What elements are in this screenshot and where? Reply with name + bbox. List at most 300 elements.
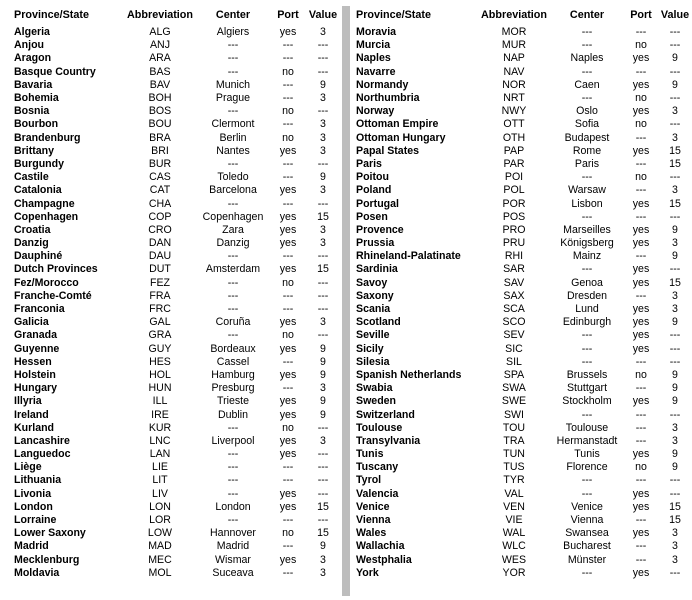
table-row bbox=[0, 395, 340, 408]
table-row bbox=[354, 224, 692, 237]
center-cell: Zara bbox=[222, 223, 244, 236]
value-cell: --- bbox=[317, 474, 329, 487]
table-row bbox=[354, 567, 692, 580]
value-cell: 9 bbox=[320, 355, 326, 368]
abbreviation-cell: ARA bbox=[149, 52, 171, 65]
value-cell: 3 bbox=[320, 434, 326, 447]
table-row bbox=[0, 501, 340, 514]
center-cell: --- bbox=[581, 355, 593, 368]
abbreviation-cell: VEN bbox=[503, 500, 525, 513]
province-cell: Vienna bbox=[356, 514, 391, 527]
abbreviation-cell: DAN bbox=[148, 237, 172, 250]
value-cell: --- bbox=[669, 474, 681, 487]
value-cell: --- bbox=[317, 276, 329, 289]
abbreviation-cell: IRE bbox=[151, 408, 169, 421]
value-cell: 3 bbox=[320, 237, 326, 250]
table-row bbox=[0, 422, 340, 435]
center-cell: Vienna bbox=[570, 514, 604, 527]
table-row bbox=[354, 488, 692, 501]
province-cell: Scotland bbox=[356, 316, 401, 329]
center-cell: Brussels bbox=[566, 368, 608, 381]
port-cell: --- bbox=[635, 514, 647, 527]
port-cell: yes bbox=[632, 303, 650, 316]
value-cell: --- bbox=[317, 487, 329, 500]
center-cell: Danzig bbox=[216, 237, 250, 250]
port-cell: yes bbox=[632, 500, 650, 513]
value-cell: --- bbox=[669, 118, 681, 131]
province-cell: Danzig bbox=[14, 237, 49, 250]
port-cell: yes bbox=[279, 316, 297, 329]
province-cell: London bbox=[14, 500, 53, 513]
province-cell: Galicia bbox=[14, 316, 49, 329]
value-cell: 3 bbox=[672, 303, 678, 316]
abbreviation-cell: BOS bbox=[148, 105, 172, 118]
value-cell: 9 bbox=[672, 316, 678, 329]
abbreviation-cell: LIV bbox=[152, 487, 168, 500]
abbreviation-cell: SEV bbox=[503, 329, 525, 342]
table-row bbox=[354, 316, 692, 329]
center-cell: --- bbox=[581, 487, 593, 500]
port-cell: --- bbox=[635, 65, 647, 78]
abbreviation-cell: SAR bbox=[503, 263, 525, 276]
abbreviation-cell: WES bbox=[501, 553, 527, 566]
abbreviation-cell: POS bbox=[502, 210, 526, 223]
center-cell: --- bbox=[227, 514, 239, 527]
province-cell: Silesia bbox=[356, 355, 390, 368]
table-row bbox=[0, 540, 340, 553]
center-cell: --- bbox=[227, 474, 239, 487]
center-cell: Edinburgh bbox=[562, 316, 612, 329]
province-cell: Lithuania bbox=[14, 474, 62, 487]
abbreviation-cell: SAX bbox=[503, 289, 525, 302]
port-cell: --- bbox=[282, 197, 294, 210]
port-cell: yes bbox=[632, 197, 650, 210]
center-cell: --- bbox=[581, 210, 593, 223]
table-row bbox=[0, 514, 340, 527]
center-cell: --- bbox=[581, 171, 593, 184]
port-cell: --- bbox=[282, 52, 294, 65]
table-row bbox=[354, 514, 692, 527]
table-row bbox=[354, 408, 692, 421]
center-cell: Genoa bbox=[571, 276, 603, 289]
abbreviation-cell: MAD bbox=[148, 540, 172, 553]
abbreviation-cell: MEC bbox=[148, 553, 172, 566]
table-row bbox=[0, 211, 340, 224]
port-cell: --- bbox=[635, 250, 647, 263]
value-cell: --- bbox=[669, 26, 681, 39]
port-cell: --- bbox=[635, 540, 647, 553]
table-row bbox=[354, 343, 692, 356]
province-cell: Wallachia bbox=[356, 540, 405, 553]
provinces-table-right bbox=[354, 4, 692, 580]
center-cell: Dresden bbox=[566, 289, 608, 302]
province-cell: Tunis bbox=[356, 448, 384, 461]
center-cell: --- bbox=[227, 39, 239, 52]
center-cell: Berlin bbox=[219, 131, 247, 144]
province-cell: Spanish Netherlands bbox=[356, 368, 462, 381]
port-cell: yes bbox=[632, 237, 650, 250]
abbreviation-cell: OTT bbox=[503, 118, 525, 131]
port-cell: --- bbox=[282, 157, 294, 170]
port-cell: yes bbox=[279, 487, 297, 500]
port-cell: --- bbox=[282, 474, 294, 487]
abbreviation-cell: TUS bbox=[503, 461, 525, 474]
value-cell: 3 bbox=[320, 92, 326, 105]
value-cell: 9 bbox=[320, 171, 326, 184]
abbreviation-cell: MOR bbox=[501, 26, 527, 39]
center-cell: Copenhagen bbox=[202, 210, 264, 223]
value-cell: --- bbox=[317, 65, 329, 78]
value-cell: --- bbox=[317, 421, 329, 434]
port-cell: --- bbox=[282, 382, 294, 395]
province-cell: Sweden bbox=[356, 395, 397, 408]
abbreviation-cell: NRT bbox=[503, 92, 525, 105]
port-cell: --- bbox=[635, 553, 647, 566]
value-cell: 9 bbox=[320, 408, 326, 421]
abbreviation-cell: SCA bbox=[503, 303, 525, 316]
abbreviation-cell: CAS bbox=[149, 171, 171, 184]
table-row bbox=[0, 197, 340, 210]
abbreviation-cell: MUR bbox=[501, 39, 527, 52]
province-cell: Provence bbox=[356, 223, 404, 236]
port-cell: --- bbox=[282, 250, 294, 263]
value-cell: 9 bbox=[672, 448, 678, 461]
port-cell: --- bbox=[635, 26, 647, 39]
value-cell: 15 bbox=[669, 144, 681, 157]
port-cell: no bbox=[282, 105, 294, 118]
abbreviation-cell: SIC bbox=[505, 342, 523, 355]
value-cell: --- bbox=[317, 329, 329, 342]
center-cell: --- bbox=[581, 474, 593, 487]
table-row bbox=[0, 52, 340, 65]
port-cell: yes bbox=[279, 144, 297, 157]
value-cell: 15 bbox=[669, 276, 681, 289]
table-row bbox=[0, 461, 340, 474]
table-row bbox=[0, 250, 340, 263]
abbreviation-cell: LIE bbox=[152, 461, 168, 474]
abbreviation-cell: TYR bbox=[503, 474, 525, 487]
province-cell: Granada bbox=[14, 329, 57, 342]
abbreviation-cell: PRO bbox=[502, 223, 526, 236]
value-cell: 9 bbox=[672, 368, 678, 381]
center-cell: Venice bbox=[571, 500, 603, 513]
province-cell: Hessen bbox=[14, 355, 52, 368]
header-abbreviation: Abbreviation bbox=[481, 9, 547, 21]
port-cell: yes bbox=[632, 223, 650, 236]
value-cell: 9 bbox=[672, 395, 678, 408]
center-cell: Madrid bbox=[216, 540, 250, 553]
value-cell: --- bbox=[669, 171, 681, 184]
center-cell: Sofia bbox=[574, 118, 600, 131]
table-row bbox=[354, 39, 692, 52]
value-cell: 3 bbox=[320, 223, 326, 236]
port-cell: yes bbox=[279, 395, 297, 408]
center-cell: Presburg bbox=[211, 382, 255, 395]
port-cell: yes bbox=[279, 184, 297, 197]
value-cell: --- bbox=[317, 52, 329, 65]
value-cell: 3 bbox=[672, 105, 678, 118]
center-cell: Hannover bbox=[210, 527, 256, 540]
port-cell: --- bbox=[635, 421, 647, 434]
center-cell: Florence bbox=[566, 461, 608, 474]
table-row bbox=[354, 395, 692, 408]
center-cell: Lisbon bbox=[571, 197, 603, 210]
center-cell: Stuttgart bbox=[566, 382, 608, 395]
table-row bbox=[354, 277, 692, 290]
center-cell: Wismar bbox=[215, 553, 251, 566]
port-cell: no bbox=[635, 118, 647, 131]
center-cell: --- bbox=[227, 250, 239, 263]
abbreviation-cell: HES bbox=[149, 355, 171, 368]
province-cell: Castile bbox=[14, 171, 49, 184]
header-port: Port bbox=[630, 9, 652, 21]
table-row bbox=[354, 237, 692, 250]
abbreviation-cell: BAS bbox=[149, 65, 171, 78]
table-row bbox=[354, 501, 692, 514]
abbreviation-cell: ANJ bbox=[149, 39, 170, 52]
abbreviation-cell: VAL bbox=[504, 487, 524, 500]
port-cell: --- bbox=[282, 171, 294, 184]
port-cell: no bbox=[282, 329, 294, 342]
port-cell: --- bbox=[635, 131, 647, 144]
province-cell: Sardinia bbox=[356, 263, 398, 276]
province-cell: Ottoman Hungary bbox=[356, 131, 446, 144]
center-cell: Paris bbox=[574, 157, 600, 170]
province-cell: Lorraine bbox=[14, 514, 57, 527]
center-cell: --- bbox=[227, 157, 239, 170]
value-cell: --- bbox=[669, 566, 681, 579]
table-row bbox=[354, 540, 692, 553]
value-cell: --- bbox=[317, 514, 329, 527]
abbreviation-cell: SCO bbox=[502, 316, 526, 329]
value-cell: 3 bbox=[320, 553, 326, 566]
header-center: Center bbox=[569, 9, 605, 21]
port-cell: --- bbox=[282, 118, 294, 131]
port-cell: --- bbox=[282, 39, 294, 52]
province-cell: Sicily bbox=[356, 342, 384, 355]
province-cell: Madrid bbox=[14, 540, 49, 553]
center-cell: --- bbox=[581, 92, 593, 105]
port-cell: no bbox=[282, 421, 294, 434]
abbreviation-cell: NAV bbox=[503, 65, 525, 78]
abbreviation-cell: VIE bbox=[505, 514, 523, 527]
port-cell: yes bbox=[279, 448, 297, 461]
province-cell: Ireland bbox=[14, 408, 49, 421]
province-cell: Scania bbox=[356, 303, 391, 316]
table-row bbox=[0, 329, 340, 342]
value-cell: --- bbox=[669, 263, 681, 276]
header-province: Province/State bbox=[356, 9, 432, 21]
center-cell: Mainz bbox=[572, 250, 602, 263]
abbreviation-cell: LOR bbox=[149, 514, 171, 527]
center-cell: Trieste bbox=[217, 395, 249, 408]
abbreviation-cell: TUN bbox=[503, 448, 525, 461]
abbreviation-cell: SPA bbox=[503, 368, 525, 381]
left-table-body bbox=[0, 26, 340, 580]
table-row bbox=[354, 118, 692, 131]
value-cell: 3 bbox=[320, 118, 326, 131]
center-cell: --- bbox=[227, 329, 239, 342]
table-row bbox=[0, 474, 340, 487]
value-cell: 3 bbox=[672, 184, 678, 197]
center-cell: --- bbox=[581, 408, 593, 421]
port-cell: yes bbox=[632, 395, 650, 408]
province-cell: Holstein bbox=[14, 368, 56, 381]
province-cell: Poland bbox=[356, 184, 392, 197]
abbreviation-cell: TOU bbox=[502, 421, 526, 434]
port-cell: yes bbox=[279, 500, 297, 513]
table-row bbox=[354, 250, 692, 263]
table-row bbox=[354, 527, 692, 540]
center-cell: Liverpool bbox=[211, 434, 255, 447]
abbreviation-cell: ALG bbox=[149, 26, 171, 39]
table-row bbox=[0, 488, 340, 501]
abbreviation-cell: BRI bbox=[151, 144, 169, 157]
port-cell: yes bbox=[632, 487, 650, 500]
abbreviation-cell: SIL bbox=[506, 355, 522, 368]
table-row bbox=[0, 435, 340, 448]
center-cell: Caen bbox=[574, 78, 600, 91]
center-cell: --- bbox=[581, 263, 593, 276]
port-cell: no bbox=[635, 39, 647, 52]
province-cell: Kurland bbox=[14, 421, 55, 434]
value-cell: 15 bbox=[317, 500, 329, 513]
province-cell: Moravia bbox=[356, 26, 397, 39]
value-cell: 3 bbox=[320, 382, 326, 395]
province-cell: Moldavia bbox=[14, 566, 60, 579]
value-cell: 3 bbox=[672, 421, 678, 434]
abbreviation-cell: FEZ bbox=[149, 276, 170, 289]
port-cell: yes bbox=[632, 448, 650, 461]
value-cell: 15 bbox=[669, 157, 681, 170]
table-row bbox=[0, 118, 340, 131]
center-cell: --- bbox=[581, 329, 593, 342]
table-row bbox=[354, 211, 692, 224]
port-cell: yes bbox=[632, 105, 650, 118]
abbreviation-cell: SAV bbox=[503, 276, 525, 289]
port-cell: --- bbox=[282, 514, 294, 527]
table-row bbox=[354, 105, 692, 118]
value-cell: 3 bbox=[672, 553, 678, 566]
port-cell: yes bbox=[632, 78, 650, 91]
table-row bbox=[0, 554, 340, 567]
value-cell: 3 bbox=[672, 289, 678, 302]
province-cell: Normandy bbox=[356, 78, 409, 91]
value-cell: 3 bbox=[672, 434, 678, 447]
value-cell: 9 bbox=[672, 223, 678, 236]
value-cell: --- bbox=[317, 461, 329, 474]
abbreviation-cell: HOL bbox=[149, 368, 171, 381]
abbreviation-cell: COP bbox=[148, 210, 172, 223]
table-row bbox=[354, 171, 692, 184]
port-cell: yes bbox=[279, 210, 297, 223]
abbreviation-cell: LIT bbox=[152, 474, 168, 487]
province-cell: Fez/Morocco bbox=[14, 276, 79, 289]
abbreviation-cell: GAL bbox=[149, 316, 171, 329]
province-cell: Switzerland bbox=[356, 408, 415, 421]
port-cell: yes bbox=[279, 342, 297, 355]
port-cell: no bbox=[635, 171, 647, 184]
port-cell: --- bbox=[282, 566, 294, 579]
value-cell: 9 bbox=[320, 78, 326, 91]
province-cell: Franconia bbox=[14, 303, 65, 316]
center-cell: --- bbox=[227, 448, 239, 461]
province-cell: Toulouse bbox=[356, 421, 403, 434]
abbreviation-cell: NWY bbox=[501, 105, 527, 118]
table-row bbox=[0, 408, 340, 421]
province-cell: Bohemia bbox=[14, 92, 59, 105]
center-cell: --- bbox=[227, 197, 239, 210]
value-cell: --- bbox=[317, 303, 329, 316]
port-cell: --- bbox=[635, 210, 647, 223]
port-cell: yes bbox=[632, 566, 650, 579]
table-row bbox=[354, 26, 692, 39]
port-cell: --- bbox=[635, 157, 647, 170]
table-row bbox=[0, 316, 340, 329]
value-cell: --- bbox=[317, 105, 329, 118]
port-cell: --- bbox=[635, 289, 647, 302]
province-cell: Venice bbox=[356, 500, 390, 513]
value-cell: --- bbox=[669, 92, 681, 105]
province-cell: Bourbon bbox=[14, 118, 59, 131]
center-cell: --- bbox=[227, 65, 239, 78]
port-cell: yes bbox=[279, 408, 297, 421]
value-cell: --- bbox=[669, 342, 681, 355]
table-row bbox=[354, 92, 692, 105]
center-cell: Warsaw bbox=[568, 184, 606, 197]
table-row bbox=[354, 290, 692, 303]
center-cell: --- bbox=[581, 566, 593, 579]
value-cell: 9 bbox=[672, 461, 678, 474]
center-cell: --- bbox=[227, 105, 239, 118]
table-row bbox=[0, 26, 340, 39]
value-cell: 3 bbox=[672, 527, 678, 540]
port-cell: yes bbox=[279, 434, 297, 447]
table-row bbox=[354, 197, 692, 210]
value-cell: --- bbox=[669, 408, 681, 421]
table-row bbox=[354, 263, 692, 276]
abbreviation-cell: BOH bbox=[148, 92, 172, 105]
value-cell: 3 bbox=[320, 184, 326, 197]
table-row bbox=[354, 145, 692, 158]
province-cell: Murcia bbox=[356, 39, 391, 52]
port-cell: yes bbox=[279, 223, 297, 236]
abbreviation-cell: CRO bbox=[148, 223, 172, 236]
table-row bbox=[354, 422, 692, 435]
abbreviation-cell: BUR bbox=[148, 157, 172, 170]
center-cell: --- bbox=[581, 26, 593, 39]
province-cell: Navarre bbox=[356, 65, 396, 78]
value-cell: 9 bbox=[320, 342, 326, 355]
abbreviation-cell: MOL bbox=[148, 566, 172, 579]
abbreviation-cell: PAR bbox=[503, 157, 525, 170]
value-cell: --- bbox=[669, 39, 681, 52]
port-cell: yes bbox=[279, 237, 297, 250]
port-cell: yes bbox=[632, 342, 650, 355]
port-cell: --- bbox=[635, 474, 647, 487]
port-cell: no bbox=[282, 131, 294, 144]
port-cell: no bbox=[282, 527, 294, 540]
province-cell: Lower Saxony bbox=[14, 527, 86, 540]
abbreviation-cell: FRC bbox=[149, 303, 171, 316]
port-cell: --- bbox=[282, 289, 294, 302]
province-cell: Valencia bbox=[356, 487, 399, 500]
center-cell: --- bbox=[227, 276, 239, 289]
value-cell: 3 bbox=[320, 144, 326, 157]
abbreviation-cell: POR bbox=[502, 197, 526, 210]
province-cell: Lancashire bbox=[14, 434, 70, 447]
abbreviation-cell: ILL bbox=[152, 395, 168, 408]
